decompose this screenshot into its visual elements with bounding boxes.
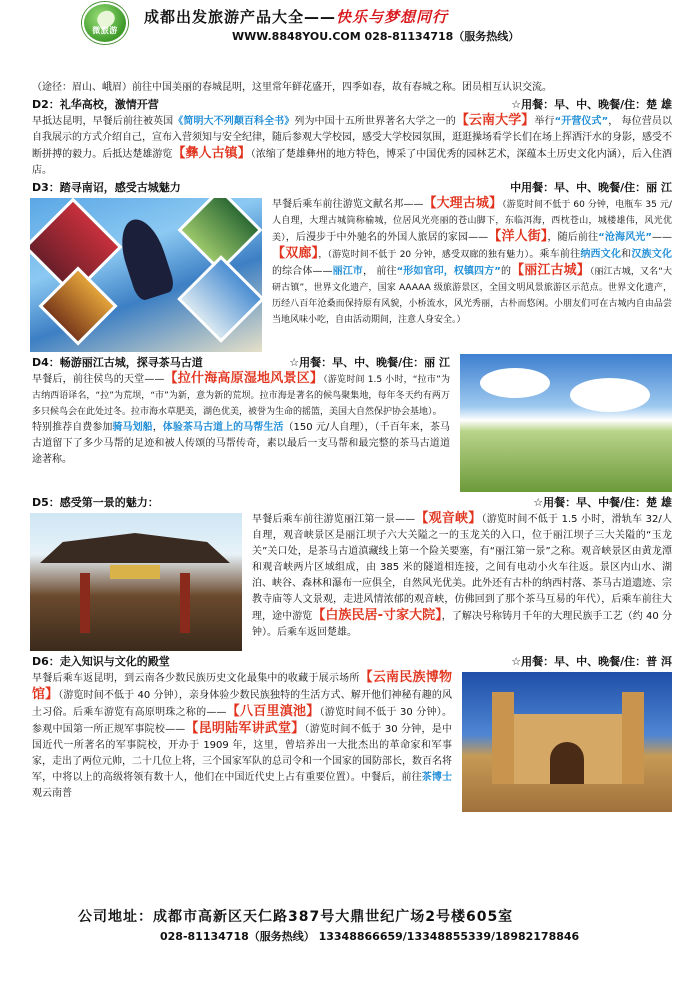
- day-meals: ☆用餐：早、中餐/住：楚 雄: [533, 496, 672, 509]
- text-span: 。: [432, 406, 443, 417]
- guanyinxia-gate-photo: [30, 513, 242, 651]
- intro-text: （途径：眉山、峨眉）前往中国美丽的春城昆明，这里常年鲜花盛开，四季如春，故有春城之称。团员相互认识交流。: [32, 82, 552, 93]
- building-arch: [550, 742, 584, 784]
- highlight-blue: 体验茶马古道上的马帮生活: [162, 422, 284, 433]
- text-span: 的: [500, 266, 512, 277]
- company-address: 公司地址：成都市高新区天仁路387号大鼎世纪广场2号楼605室: [78, 909, 514, 925]
- gate-pillar: [80, 573, 90, 633]
- attraction-name: 【 大理古城 】: [423, 196, 502, 211]
- day-title: D6：走入知识与文化的殿堂: [32, 655, 170, 668]
- day-5-section: [32, 494, 672, 653]
- day-title: D2：礼华高校，激情开营: [32, 98, 159, 111]
- attraction-name: 【 八百里滇池 】: [226, 704, 319, 719]
- day-4-section: [32, 354, 672, 494]
- day-2-section: [32, 96, 672, 179]
- attraction-name: 【 彝人古镇 】: [172, 146, 250, 161]
- day-4-header: [32, 354, 450, 371]
- text-span: （游览时间不低于 1.5 小时，滑轨车 32/人自理，观音峡景区是丽江坝子六大关隘之一的玉龙关的入口，位于丽江坝子三大关隘的“玉龙关”关口处，是茶马古道滇藏线上第一个险关要塞，有“丽江第一景”之称。观音峡景区由黄龙潭和观音峡两片区域组成，由 385 米的隧道相连接，之间有电动小火车往返。景区内山水、湖泊、峡谷、森林和瀑布一应俱全，自然风光优美。此外还有古朴的纳西村落、茶马古道遗迹、宗教寺庙等人文景观，走进风情浓郁的观音峡，仿佛回到了那个茶马互易的年代），后乘车前往大理，途中游览: [252, 514, 672, 622]
- day-6-header: [32, 653, 672, 670]
- text-span: ， 每位营员以自我展示的方式介绍自己，宣布入营须知与安全纪律，随后参观大学校园，感受大学校园氛围，逛逛操场看学长们在场上挥洒汗水的身影，感受不断拼搏的毅力。后抵达楚雄游览: [32, 116, 672, 160]
- text-span: （游览时间不低于 30 分钟，是中国近代一所著名的军事院校，开办于 1909 年，这里，曾培养出一大批杰出的革命家和军事家，走出了两位元帅，二十几位上将，三个国家军队的总司令和一个国家的国防部长，数百名将军，中将以上的高级将领有数十人，他们在中国近代史上占有重要位置）。中餐后，前往: [32, 724, 452, 783]
- attraction-name: 【 双廊 】: [272, 246, 318, 261]
- page-title: [144, 6, 448, 27]
- highlight-blue: “形如官印，权镇四方”: [396, 266, 501, 277]
- day-title: D5：感受第一景的魅力：: [32, 496, 159, 509]
- photo-tile: [177, 255, 262, 343]
- note-text: （丽江古城，又名“大研古镇”，世界文化遗产，国家 AAAAA 级旅游景区，全国文明风景旅游区示范点。世界文化遗产，历经八百年沧桑而保持原有风貌，小桥流水，风光秀丽，古朴而悠闲。小朋友们可在古城内自由品尝当地风味小吃，自由活动期间，注意人身安全。）: [272, 267, 673, 325]
- text-span: ， 前往: [362, 266, 397, 277]
- highlight-blue: 茶博士: [421, 772, 453, 783]
- attraction-name: 【 昆明陆军讲武堂 】: [185, 721, 304, 736]
- text-span: 举行: [534, 116, 555, 127]
- day-3-header: [32, 179, 672, 196]
- highlight-blue: “开营仪式”: [554, 116, 609, 127]
- attraction-name: 【 观音峡 】: [415, 511, 481, 526]
- day-title: D3：踏寻南诏，感受古城魅力: [32, 181, 181, 194]
- gate-pillar: [180, 573, 190, 633]
- text-span: 早餐后，前往侯鸟的天堂——: [32, 374, 165, 385]
- text-span: 早餐后乘车返昆明，到云南各少数民族历史文化最集中的收藏于展示场所: [32, 673, 360, 684]
- building-tower: [622, 692, 644, 784]
- attraction-name: 【 云南民族博物馆 】: [32, 670, 452, 702]
- slogan: 快乐与梦想同行: [336, 8, 449, 26]
- highlight-blue: 汉族文化: [631, 249, 672, 260]
- header-phone: 028-81134718（服务热线）: [364, 30, 520, 43]
- cloud-shape: [570, 378, 650, 412]
- day-2-text: [32, 113, 672, 179]
- building-tower: [492, 692, 514, 784]
- text-span: 特别推荐自费参加: [32, 422, 113, 433]
- highlight-blue: 骑马划船: [112, 422, 153, 433]
- cloud-shape: [480, 368, 550, 398]
- attraction-name: 【 拉什海高原湿地风景区 】: [164, 371, 323, 386]
- dali-collage-photo: [30, 198, 262, 352]
- logo-text: 微旅游: [92, 26, 118, 35]
- day-3-section: [32, 179, 672, 354]
- text-span: ，了解决号称铸月千年的大理民族手工艺（约 40 分钟）。后乘车返回楚雄。: [252, 611, 672, 638]
- attraction-name: 【 丽江古城 】: [511, 263, 590, 278]
- day-meals: ☆用餐：早、中、晚餐/住：普 洱: [511, 655, 672, 668]
- day-meals: ☆用餐：早、中、晚餐/住：楚 雄: [511, 98, 672, 111]
- text-span: 早抵达昆明，早餐后前往被英国: [32, 116, 174, 127]
- attraction-name: 【 云南大学 】: [456, 113, 535, 128]
- gate-signboard: [110, 565, 160, 579]
- page-header: [0, 0, 700, 48]
- day-meals: ☆用餐：早、中、晚餐/住：丽 江: [289, 356, 450, 369]
- text-span: 观云南普: [32, 788, 72, 799]
- text-span: 。乘车前往: [529, 249, 581, 260]
- text-span: 和: [621, 249, 632, 260]
- text-span: ，随后前往: [547, 232, 599, 243]
- day-meals: 中用餐：早、中、晚餐/住：丽 江: [510, 181, 672, 194]
- lashihai-wetland-photo: [460, 354, 672, 492]
- attraction-name: 【 白族民居-寸家大院 】: [312, 608, 441, 623]
- title-text: 成都出发旅游产品大全——: [144, 8, 337, 26]
- itinerary-content: [32, 80, 672, 812]
- day-6-section: [32, 653, 672, 802]
- jiangwutang-building-photo: [462, 672, 672, 812]
- text-span: （150 元/人自理），（千百年来，茶马古道留下了多少马帮的足迹和被人传颂的马帮传奇，素以最后一支马帮和最完整的茶马古道道途著称。: [32, 422, 451, 465]
- note-text: （游览时间不低于 60 分钟，电瓶车 35 元/人自理，大理古城筒称榆城，位居风光亮丽的苍山脚下，东临洱海，西枕苍山，城楼雄伟，风光优美）: [272, 200, 672, 243]
- text-span: （游览时间不低于 40 分钟），亲身体验少数民族独特的生活方式、解开他们神秘有趣的风土习俗。后乘车游览有高原明珠之称的——: [32, 690, 452, 718]
- highlight-blue: 丽江市: [332, 266, 363, 277]
- footer-phones: 028-81134718（服务热线） 13348866659/13348855339/18982178846: [160, 930, 580, 943]
- highlight-blue: “沧海风光”: [598, 232, 652, 243]
- text-span: 的综合体——: [272, 266, 333, 277]
- text-span: （游览时间不低于 30 分钟）。参观中国第一所正规军事院校——: [32, 707, 452, 735]
- company-logo: [82, 2, 128, 44]
- note-text: ，（游览时间不低于 20 分钟，感受双廊的独有魅力）: [318, 250, 530, 260]
- website-link[interactable]: WWW.8848YOU.COM: [232, 30, 361, 43]
- day-2-header: [32, 96, 672, 113]
- text-span: （浓缩了楚雄彝州的地方特色，博采了中国优秀的园林艺术，深蕴本土历史文化内涵），后入住酒店。: [32, 149, 673, 176]
- highlight-blue: 纳西文化: [580, 249, 622, 260]
- day-title: D4：畅游丽江古城，探寻茶马古道: [32, 356, 203, 369]
- note-text: （游览时间 1.5 小时，“拉市”为古纳西语译名，“拉”为荒坝，“市”为新，意为新的荒坝。拉市海是著名的候鸟聚集地，每年冬天约有两万多只候鸟会在此处过冬。拉市海水草肥美，湖色优美，被誉为生命的摇篮，美国大自然保护协会基地）: [32, 375, 450, 417]
- gate-roof: [40, 533, 230, 563]
- photo-tile: [38, 266, 117, 345]
- text-span: ，后漫步于中外驰名的外国人旅居的家园——: [285, 232, 489, 243]
- day-5-header: [32, 494, 672, 511]
- text-span: 列为中国十五所世界著名大学之一的: [294, 116, 456, 127]
- text-span: ——: [651, 232, 672, 243]
- highlight-blue: 《简明大不列颠百科全书》: [173, 116, 295, 127]
- attraction-name: 【 洋人街 】: [488, 229, 547, 244]
- header-contact: [232, 28, 519, 44]
- text-span: ，: [152, 422, 163, 433]
- dancer-figure: [114, 214, 177, 302]
- text-span: 早餐后乘车前往游览文献名邦——: [272, 199, 424, 210]
- text-span: 早餐后乘车前往游览丽江第一景——: [252, 514, 416, 525]
